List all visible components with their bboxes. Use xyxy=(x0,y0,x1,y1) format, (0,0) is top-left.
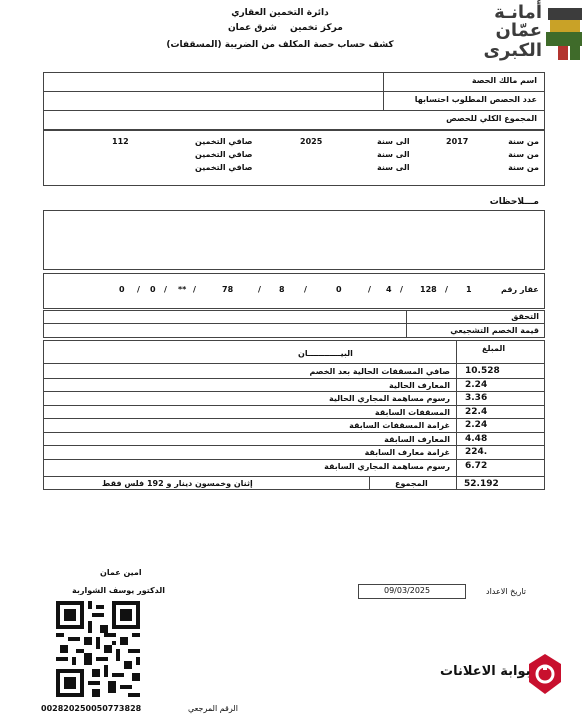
notes-label: مـــلاحظات xyxy=(489,197,539,207)
amount-value: 6.72 xyxy=(465,460,488,471)
amount-description: غرامة المسقفات السابقة xyxy=(349,421,450,430)
to-year-label-1: الى سنة xyxy=(377,137,410,146)
col-desc-header: البيــــــــــــان xyxy=(298,349,353,358)
property-sep-5: / xyxy=(258,285,261,294)
property-part-1: 1 xyxy=(466,285,472,294)
net-label-2: صافي التخمين xyxy=(195,150,253,159)
from-year-label-1: من سنة xyxy=(508,137,539,146)
net-value-1: 112 xyxy=(112,137,129,146)
reference-label: الرقم المرجعي xyxy=(188,704,238,713)
to-year-label-3: الى سنة xyxy=(377,163,410,172)
property-part-2: 128 xyxy=(420,285,437,294)
amount-value: 4.48 xyxy=(465,433,488,444)
amount-description: رسوم مساهمة المجاري السابقة xyxy=(324,461,450,471)
signer-name: الدكتور يوسف الشواربة xyxy=(72,586,165,595)
row-divider xyxy=(43,405,545,406)
property-part-6: 78 xyxy=(222,285,234,294)
date-label: تاريخ الاعداد xyxy=(486,587,527,596)
property-part-9: 0 xyxy=(119,285,125,294)
watermark-text: بوابة الاعلانات xyxy=(440,664,531,679)
row-divider xyxy=(43,445,545,446)
logo-line-1: أمانـة xyxy=(494,2,542,23)
watermark-logo-icon xyxy=(525,652,565,696)
amount-value: 10.528 xyxy=(465,366,500,376)
qr-code-icon xyxy=(56,601,140,697)
row-divider xyxy=(43,391,545,392)
owner-name-label: اسم مالك الحصة xyxy=(471,76,537,85)
signer-title: امين عمان xyxy=(100,568,142,577)
row-divider xyxy=(43,459,545,460)
property-sep-8: / xyxy=(137,285,140,294)
property-part-7: ** xyxy=(178,285,187,294)
property-sep-4: / xyxy=(304,285,307,294)
statement-title: كشف حساب حصة المكلف من الضريبة (المسقفات) xyxy=(166,40,394,50)
shares-total-label: المجموع الكلي للحصص xyxy=(446,114,537,123)
property-sep-3: / xyxy=(368,285,371,294)
from-year-value-1: 2017 xyxy=(446,137,469,146)
net-label-3: صافي التخمين xyxy=(195,163,253,172)
shares-count-label: عدد الحصص المطلوب احتسابها xyxy=(414,95,537,104)
property-sep-6: / xyxy=(193,285,196,294)
property-part-8: 0 xyxy=(150,285,156,294)
total-in-words: إثنان وخمسون دينار و 192 فلس فقط xyxy=(102,479,253,488)
property-sep-1: / xyxy=(445,285,448,294)
amount-value: 224. xyxy=(465,447,488,457)
amman-logo xyxy=(468,2,584,66)
to-year-value-1: 2025 xyxy=(300,137,323,146)
dept-title: دائرة التخمين العقاري xyxy=(231,8,329,18)
logo-line-3: الكبرى xyxy=(483,40,542,61)
total-amount: 52.192 xyxy=(464,479,499,489)
amount-description: صافي المسقفات الحالية بعد الخصم xyxy=(309,367,450,376)
property-part-5: 8 xyxy=(279,285,285,294)
amount-description: المعارف الحالية xyxy=(389,380,450,390)
row-divider xyxy=(43,432,545,433)
amount-value: 2.24 xyxy=(465,379,488,390)
center-label: مركز تخمين xyxy=(290,23,343,33)
total-label: المجموع xyxy=(395,479,428,488)
property-sep-7: / xyxy=(164,285,167,294)
to-year-label-2: الى سنة xyxy=(377,150,410,159)
net-label-1: صافي التخمين xyxy=(195,137,253,146)
row-divider xyxy=(43,378,545,379)
amount-value: 3.36 xyxy=(465,393,488,403)
discount-label: قيمة الخصم التشجيعي xyxy=(450,326,539,335)
date-value: 09/03/2025 xyxy=(384,586,431,595)
property-part-4: 0 xyxy=(336,285,342,294)
notes-box xyxy=(43,210,545,270)
property-part-3: 4 xyxy=(386,285,392,294)
logo-emblem-icon xyxy=(544,2,584,66)
property-sep-2: / xyxy=(400,285,403,294)
verify-label: التحقق xyxy=(511,312,539,321)
col-amount-header: المبلغ xyxy=(482,344,506,353)
from-year-label-3: من سنة xyxy=(508,163,539,172)
center-value: شرق عمان xyxy=(228,23,277,33)
row-divider xyxy=(43,418,545,419)
property-label: عقار رقم xyxy=(501,285,539,294)
amount-description: رسوم مساهمة المجاري الحالية xyxy=(328,394,450,403)
amount-value: 2.24 xyxy=(465,420,488,430)
reference-value: 00282025005077382‎8 xyxy=(41,704,142,713)
amount-description: المسقفات السابقة xyxy=(374,407,450,417)
amount-description: المعارف السابقة xyxy=(384,434,450,444)
amount-description: غرامة معارف السابقة xyxy=(364,448,450,457)
amount-value: 22.4 xyxy=(465,406,488,417)
logo-line-2: عمّان xyxy=(495,20,542,41)
from-year-label-2: من سنة xyxy=(508,150,539,159)
